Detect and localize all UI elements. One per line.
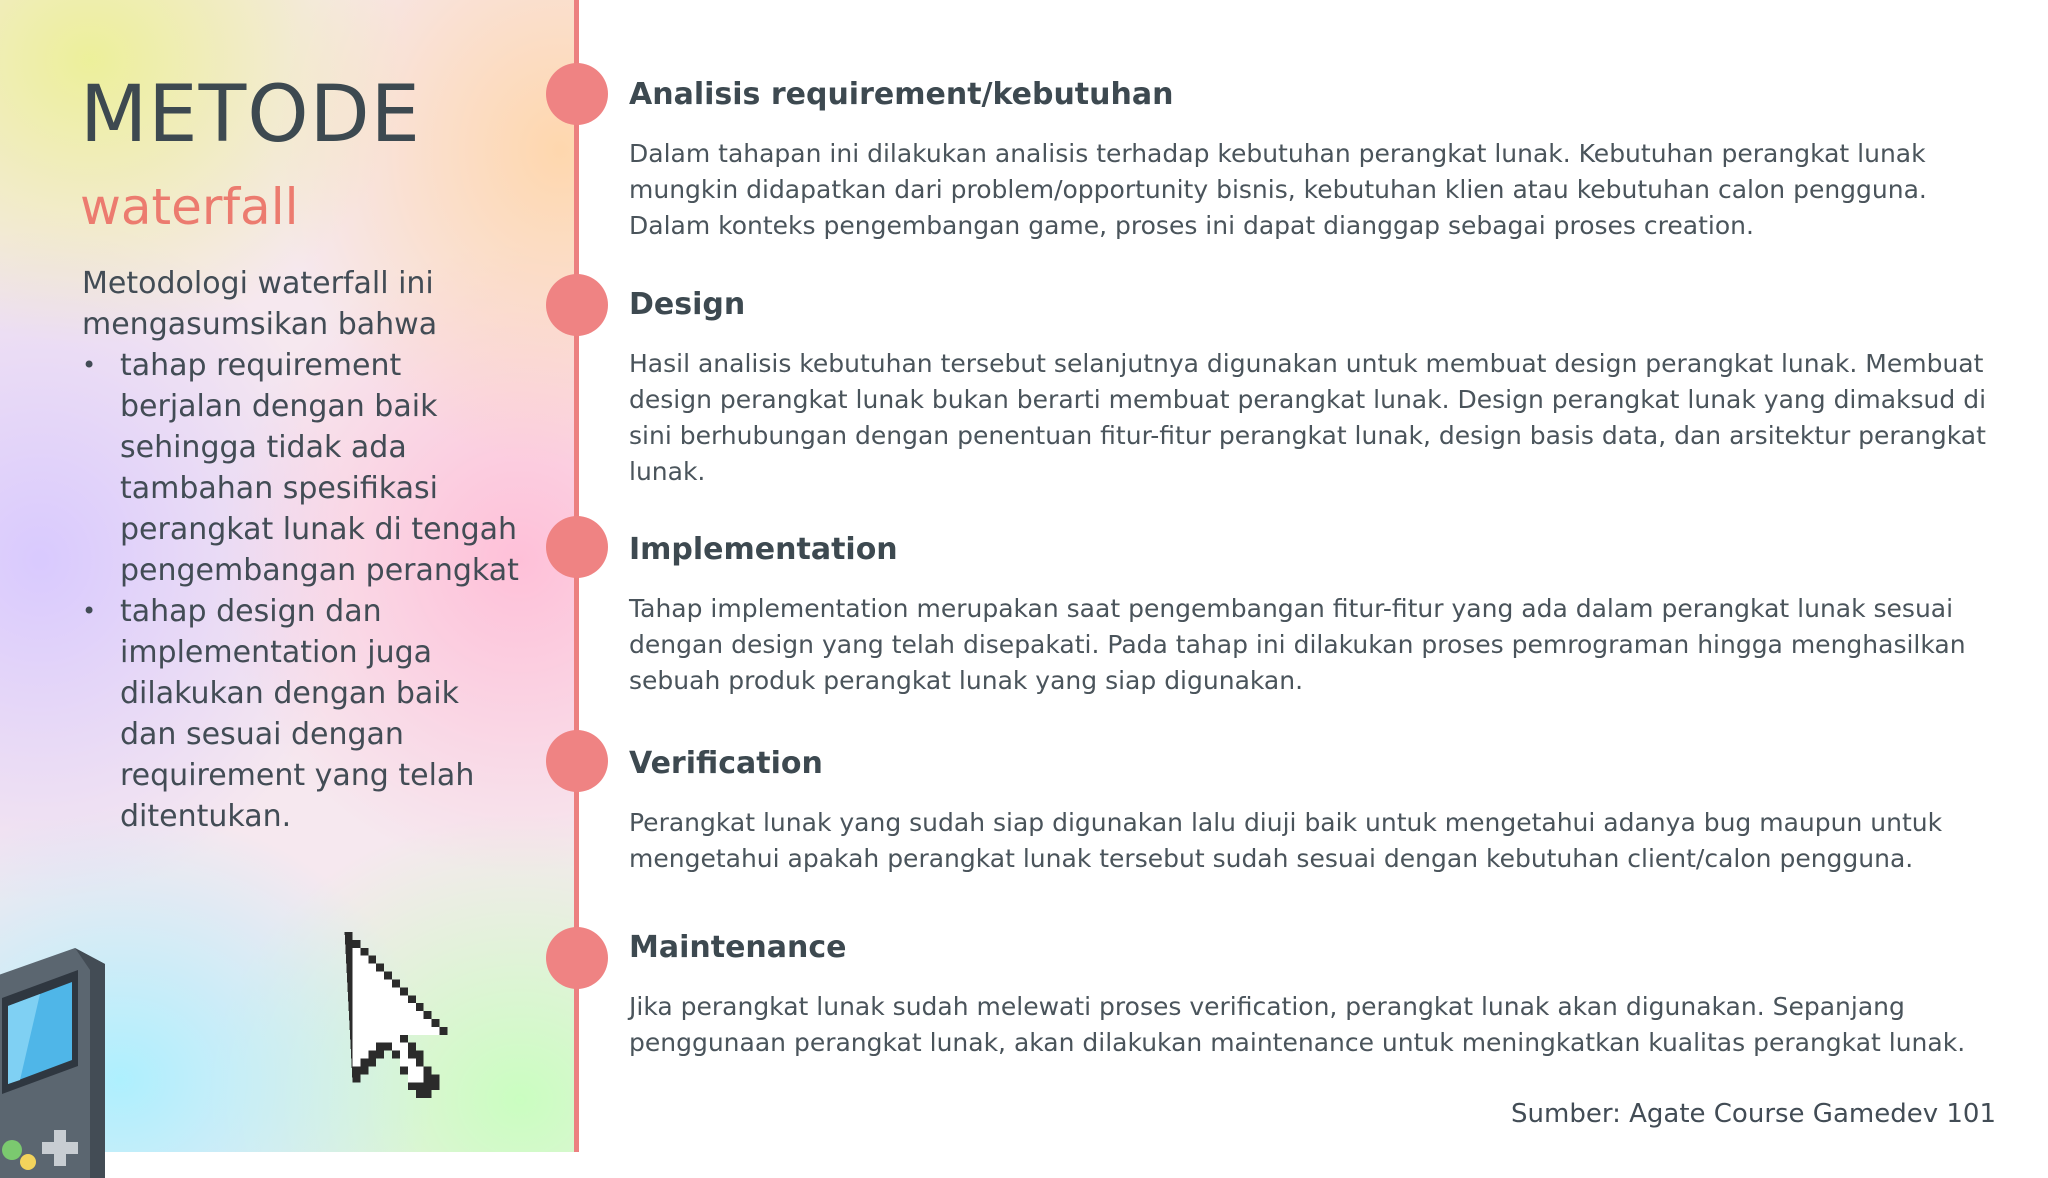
- intro-bullet: • tahap design dan implementation juga dilakukan dengan baik dan sesuai dengan requirement yang telah ditentukan.: [82, 591, 522, 837]
- timeline-dot: [546, 63, 608, 125]
- step-title: Analisis requirement/kebutuhan: [629, 77, 1174, 112]
- intro-block: [82, 263, 522, 837]
- step-design: [629, 286, 1989, 490]
- step-maintenance: [629, 929, 1989, 1061]
- timeline-dot: [546, 516, 608, 578]
- step-title: Design: [629, 287, 746, 322]
- step-title: Maintenance: [629, 930, 847, 965]
- intro-bullet-list: [82, 345, 522, 837]
- game-console-icon: [0, 948, 115, 1178]
- mouse-cursor-icon: [344, 932, 448, 1106]
- step-title: Verification: [629, 746, 823, 781]
- step-analisis: [629, 76, 1989, 244]
- slide-title: METODE: [80, 70, 421, 160]
- source-citation: Sumber: Agate Course Gamedev 101: [1511, 1099, 1996, 1129]
- step-verification: [629, 745, 1989, 877]
- step-text: Dalam tahapan ini dilakukan analisis terhadap kebutuhan perangkat lunak. Kebutuhan perangkat lunak mungkin didapatkan dari problem/opportunity bisnis, kebutuhan klien atau kebutuhan calon pengguna. Dalam konteks pengembangan game, proses ini dapat dianggap sebagai proses creation.: [629, 139, 1927, 240]
- timeline-dot: [546, 927, 608, 989]
- slide-subtitle: waterfall: [80, 178, 299, 236]
- timeline-dot: [546, 730, 608, 792]
- intro-text: Metodologi waterfall ini mengasumsikan bahwa: [82, 266, 438, 342]
- timeline-dot: [546, 274, 608, 336]
- step-implementation: [629, 531, 1989, 699]
- step-text: Jika perangkat lunak sudah melewati proses verification, perangkat lunak akan digunakan. Sepanjang penggunaan perangkat lunak, akan dilakukan maintenance untuk meningkatkan kualitas perangkat lunak.: [629, 992, 1966, 1057]
- step-text: Tahap implementation merupakan saat pengembangan fitur-fitur yang ada dalam perangkat lunak sesuai dengan design yang telah disepakati. Pada tahap ini dilakukan proses pemrograman hingga menghasilkan sebuah produk perangkat lunak yang siap digunakan.: [629, 594, 1966, 695]
- step-title: Implementation: [629, 532, 898, 567]
- step-text: Hasil analisis kebutuhan tersebut selanjutnya digunakan untuk membuat design perangkat lunak. Membuat design perangkat lunak bukan berarti membuat perangkat lunak. Design perangkat lunak yang dimaksud di sini berhubungan dengan penentuan fitur-fitur perangkat lunak, design basis data, dan arsitektur perangkat lunak.: [629, 349, 1987, 486]
- step-text: Perangkat lunak yang sudah siap digunakan lalu diuji baik untuk mengetahui adanya bug maupun untuk mengetahui apakah perangkat lunak tersebut sudah sesuai dengan kebutuhan client/calon pengguna.: [629, 808, 1943, 873]
- intro-bullet: • tahap requirement berjalan dengan baik sehingga tidak ada tambahan spesifikasi perangkat lunak di tengah pengembangan perangkat: [82, 345, 522, 591]
